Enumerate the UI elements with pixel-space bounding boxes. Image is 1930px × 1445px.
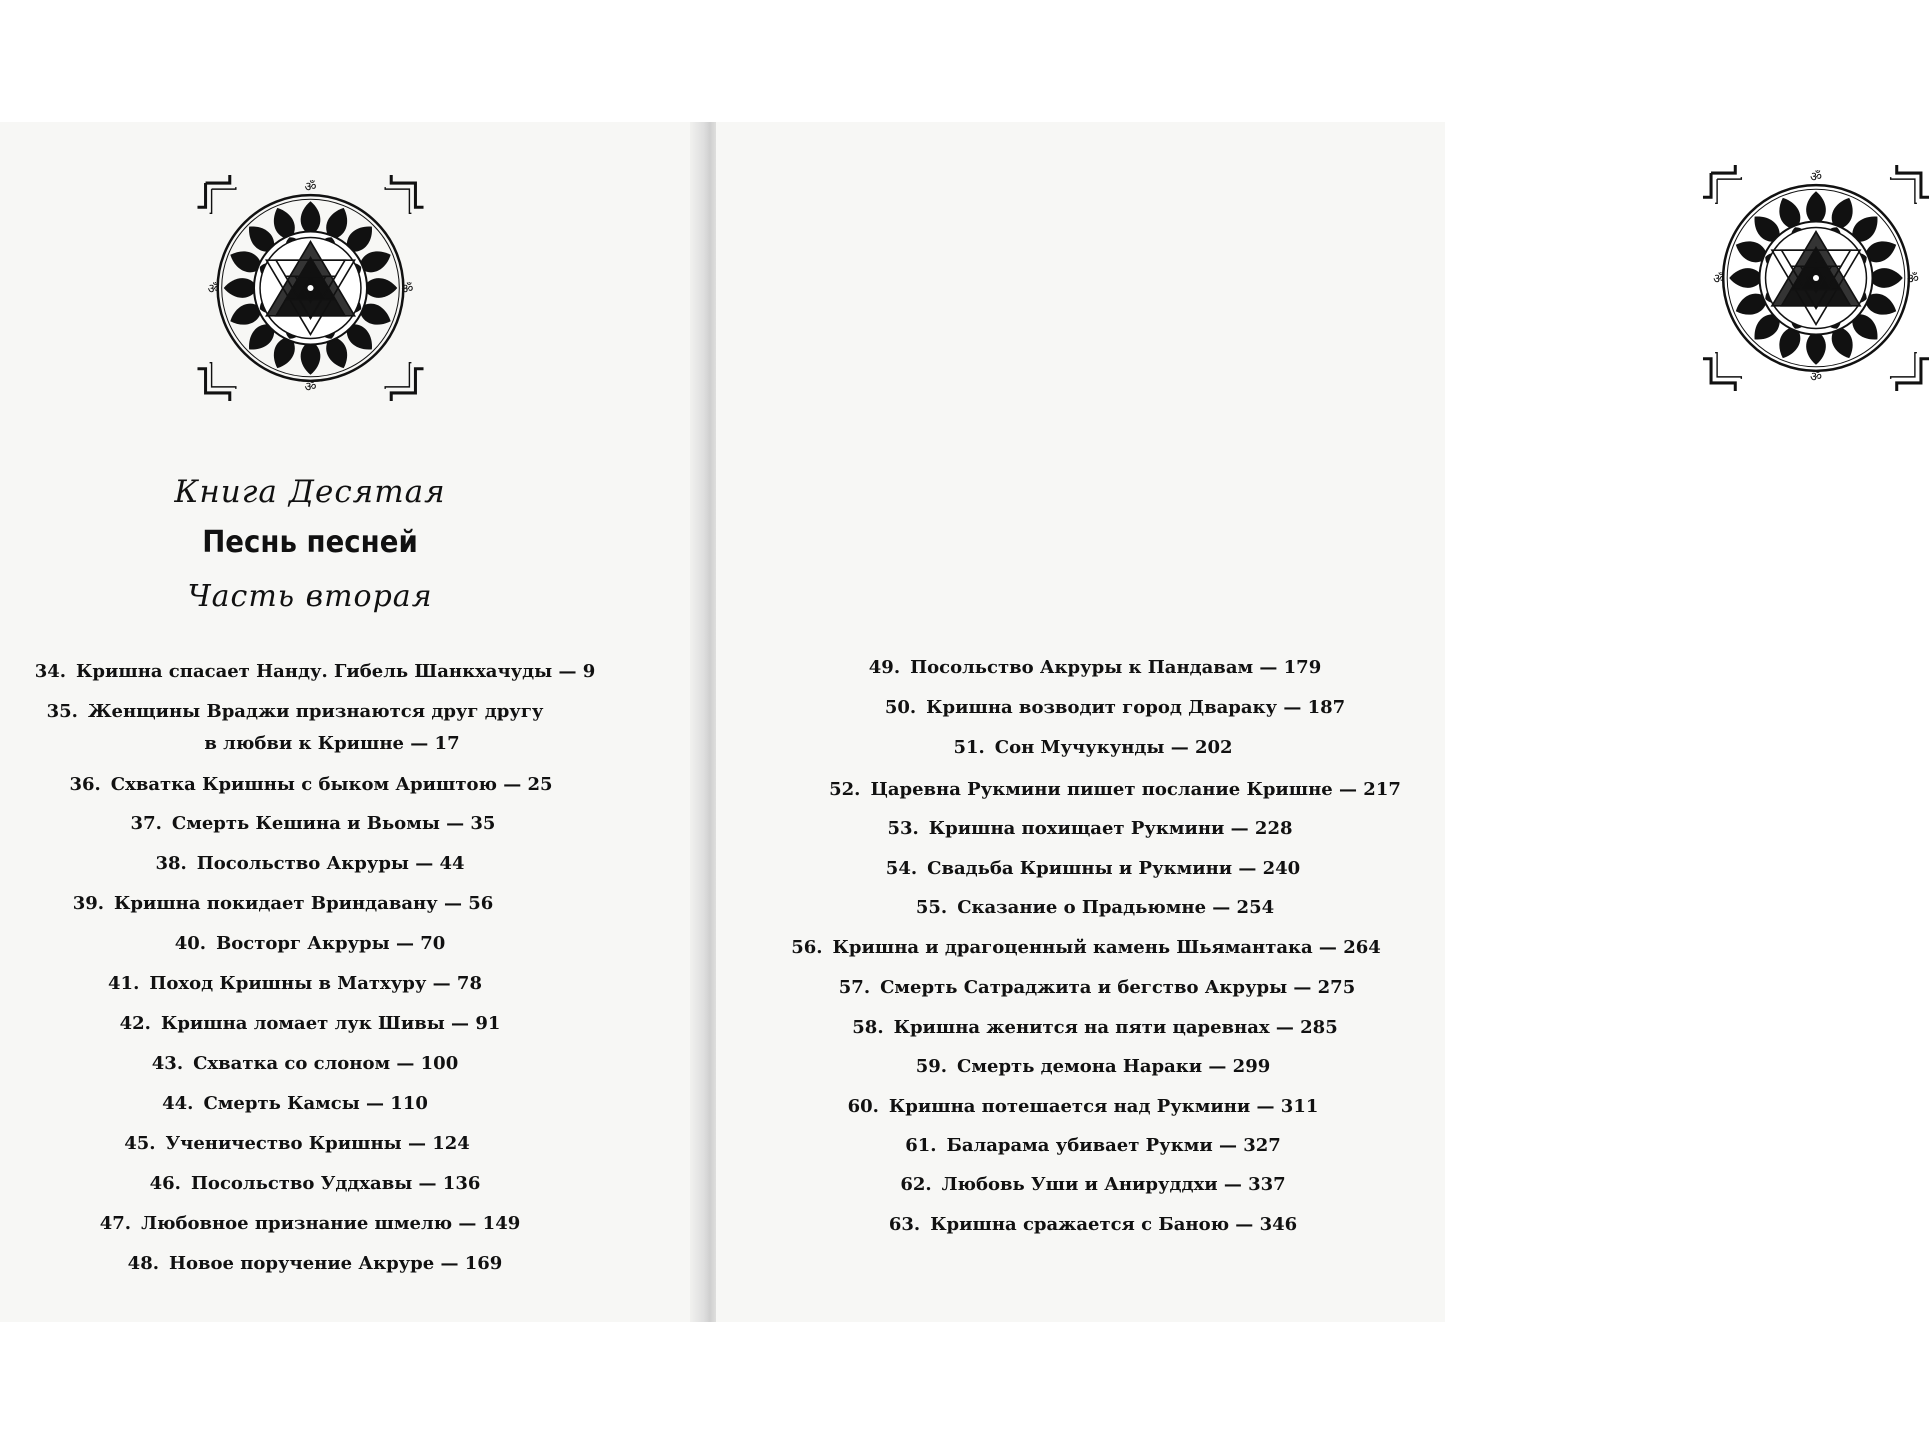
toc-entry-title: Любовное признание шмелю — 149 bbox=[141, 1213, 521, 1234]
toc-entry-number: 59. bbox=[915, 1056, 948, 1077]
toc-entry bbox=[793, 858, 1393, 879]
toc-entry-number: 36. bbox=[69, 774, 101, 795]
right-page bbox=[716, 122, 1919, 1322]
toc-entry-number: 39. bbox=[72, 893, 105, 914]
svg-text:ॐ: ॐ bbox=[207, 282, 220, 298]
toc-entry-title: Сон Мучукунды — 202 bbox=[994, 737, 1233, 758]
toc-entry-title: Новое поручение Акруре — 169 bbox=[169, 1253, 503, 1274]
toc-entry-title: Кришна сражается с Баною — 346 bbox=[930, 1214, 1298, 1235]
toc-entry-title: Кришна потешается над Рукмини — 311 bbox=[888, 1096, 1319, 1117]
svg-text:ॐ: ॐ bbox=[304, 379, 317, 395]
part-title: Часть вторая bbox=[187, 579, 433, 614]
toc-entry-title: Кришна ломает лук Шивы — 91 bbox=[160, 1013, 501, 1034]
toc-entry-title: Смерть Камсы — 110 bbox=[203, 1093, 428, 1114]
toc-entry-number: 50. bbox=[884, 697, 917, 718]
toc-entry-number: 60. bbox=[847, 1096, 879, 1117]
toc-entry-title: в любви к Кришне — 17 bbox=[204, 733, 460, 754]
toc-entry-number: 53. bbox=[887, 818, 919, 839]
toc-entry-title: Кришна возводит город Двараку — 187 bbox=[926, 697, 1346, 718]
toc-entry-number: 56. bbox=[791, 937, 823, 958]
toc-entry bbox=[15, 1173, 615, 1194]
toc-entry bbox=[793, 1135, 1393, 1156]
toc-entry bbox=[795, 897, 1395, 918]
toc-entry bbox=[15, 1253, 615, 1274]
toc-entry bbox=[10, 853, 610, 874]
toc-entry-number: 51. bbox=[953, 737, 985, 758]
toc-entry-title: Ученичество Кришны — 124 bbox=[165, 1133, 470, 1154]
toc-entry-number: 49. bbox=[868, 657, 901, 678]
toc-entry-number: 52. bbox=[829, 779, 861, 800]
toc-entry-title: Смерть демона Нараки — 299 bbox=[957, 1056, 1271, 1077]
svg-text:ॐ: ॐ bbox=[1810, 170, 1822, 186]
toc-entry-title: Кришна покидает Вриндавану — 56 bbox=[114, 893, 494, 914]
toc-entry bbox=[10, 1213, 610, 1234]
toc-entry-title: Царевна Рукмини пишет послание Кришне — 217 bbox=[870, 779, 1401, 800]
toc-entry-title: Посольство Акруры — 44 bbox=[196, 853, 465, 874]
toc-entry-title: Любовь Уши и Анируддхи — 337 bbox=[941, 1174, 1286, 1195]
toc-entry-title: Кришна спасает Нанду. Гибель Шанкхачуды — 9 bbox=[76, 661, 596, 682]
toc-entry-title: Сказание о Прадьюмне — 254 bbox=[957, 897, 1275, 918]
toc-entry bbox=[793, 737, 1393, 758]
toc-entry-number: 44. bbox=[162, 1093, 194, 1114]
toc-entry bbox=[797, 977, 1397, 998]
toc-entry-number: 54. bbox=[885, 858, 918, 879]
svg-text:ॐ: ॐ bbox=[401, 282, 414, 298]
toc-entry bbox=[793, 1214, 1393, 1235]
toc-entry-title: Схватка Кришны с быком Ариштою — 25 bbox=[110, 774, 553, 795]
toc-entry bbox=[0, 701, 595, 722]
book-title: Книга Десятая bbox=[174, 474, 446, 510]
toc-entry-title: Поход Кришны в Матхуру — 78 bbox=[149, 973, 482, 994]
toc-entry-number: 43. bbox=[151, 1053, 184, 1074]
toc-entry bbox=[5, 1053, 605, 1074]
svg-text:ॐ: ॐ bbox=[1906, 272, 1919, 288]
toc-entry bbox=[10, 1013, 610, 1034]
toc-entry bbox=[815, 779, 1415, 800]
toc-entry-title: Кришна женится на пяти царевнах — 285 bbox=[893, 1017, 1338, 1038]
toc-entry-title: Посольство Уддхавы — 136 bbox=[190, 1173, 481, 1194]
toc-entry-number: 57. bbox=[838, 977, 871, 998]
left-page bbox=[0, 122, 700, 1322]
toc-entry-title: Свадьба Кришны и Рукмини — 240 bbox=[927, 858, 1301, 879]
toc-entry-number: 63. bbox=[888, 1214, 921, 1235]
toc-entry bbox=[11, 774, 611, 795]
book-spread bbox=[0, 122, 1919, 1322]
toc-entry-title: Посольство Акруры к Пандавам — 179 bbox=[910, 657, 1322, 678]
toc-entry-number: 47. bbox=[99, 1213, 132, 1234]
toc-entry-number: 40. bbox=[174, 933, 207, 954]
toc-entry bbox=[15, 661, 615, 682]
toc-entry-number: 34. bbox=[34, 661, 67, 682]
toc-entry-title: Восторг Акруры — 70 bbox=[216, 933, 446, 954]
toc-entry-number: 62. bbox=[900, 1174, 932, 1195]
toc-entry bbox=[815, 697, 1415, 718]
toc-entry bbox=[0, 973, 595, 994]
svg-text:ॐ: ॐ bbox=[1810, 369, 1822, 385]
toc-entry-number: 46. bbox=[149, 1173, 181, 1194]
svg-text:ॐ: ॐ bbox=[1713, 272, 1726, 288]
toc-entry bbox=[0, 1133, 597, 1154]
toc-entry bbox=[790, 818, 1390, 839]
toc-entry-title: Смерть Сатраджита и бегство Акруры — 275 bbox=[880, 977, 1356, 998]
toc-entry-title: Женщины Враджи признаются друг другу bbox=[87, 701, 544, 722]
toc-entry bbox=[0, 1093, 595, 1114]
toc-entry-title: Смерть Кешина и Вьомы — 35 bbox=[171, 813, 496, 834]
toc-entry-number: 58. bbox=[852, 1017, 884, 1038]
toc-entry-title: Схватка со слоном — 100 bbox=[193, 1053, 459, 1074]
toc-entry-title: Кришна похищает Рукмини — 228 bbox=[928, 818, 1293, 839]
toc-entry-number: 55. bbox=[915, 897, 948, 918]
song-title: Песнь песней bbox=[202, 525, 418, 560]
toc-entry-number: 41. bbox=[108, 973, 140, 994]
toc-entry bbox=[795, 1017, 1395, 1038]
toc-entry bbox=[13, 813, 613, 834]
toc-entry-number: 48. bbox=[127, 1253, 159, 1274]
toc-entry-title: Баларама убивает Рукми — 327 bbox=[946, 1135, 1281, 1156]
sri-yantra-mandala-icon bbox=[1702, 167, 1930, 389]
svg-text:ॐ: ॐ bbox=[304, 180, 317, 196]
toc-entry bbox=[10, 933, 610, 954]
toc-entry-title: Кришна и драгоценный камень Шьямантака — 264 bbox=[832, 937, 1381, 958]
toc-entry bbox=[0, 893, 583, 914]
toc-entry bbox=[786, 937, 1386, 958]
toc-entry-number: 38. bbox=[155, 853, 187, 874]
toc-entry bbox=[793, 1056, 1393, 1077]
toc-entry bbox=[32, 733, 632, 754]
toc-entry bbox=[795, 657, 1395, 678]
toc-entry-number: 37. bbox=[130, 813, 162, 834]
toc-entry bbox=[783, 1096, 1383, 1117]
toc-entry bbox=[793, 1174, 1393, 1195]
toc-entry-number: 35. bbox=[46, 701, 78, 722]
toc-entry-number: 45. bbox=[124, 1133, 156, 1154]
sri-yantra-mandala-icon bbox=[199, 177, 422, 399]
toc-entry-number: 42. bbox=[119, 1013, 151, 1034]
toc-entry-number: 61. bbox=[905, 1135, 937, 1156]
